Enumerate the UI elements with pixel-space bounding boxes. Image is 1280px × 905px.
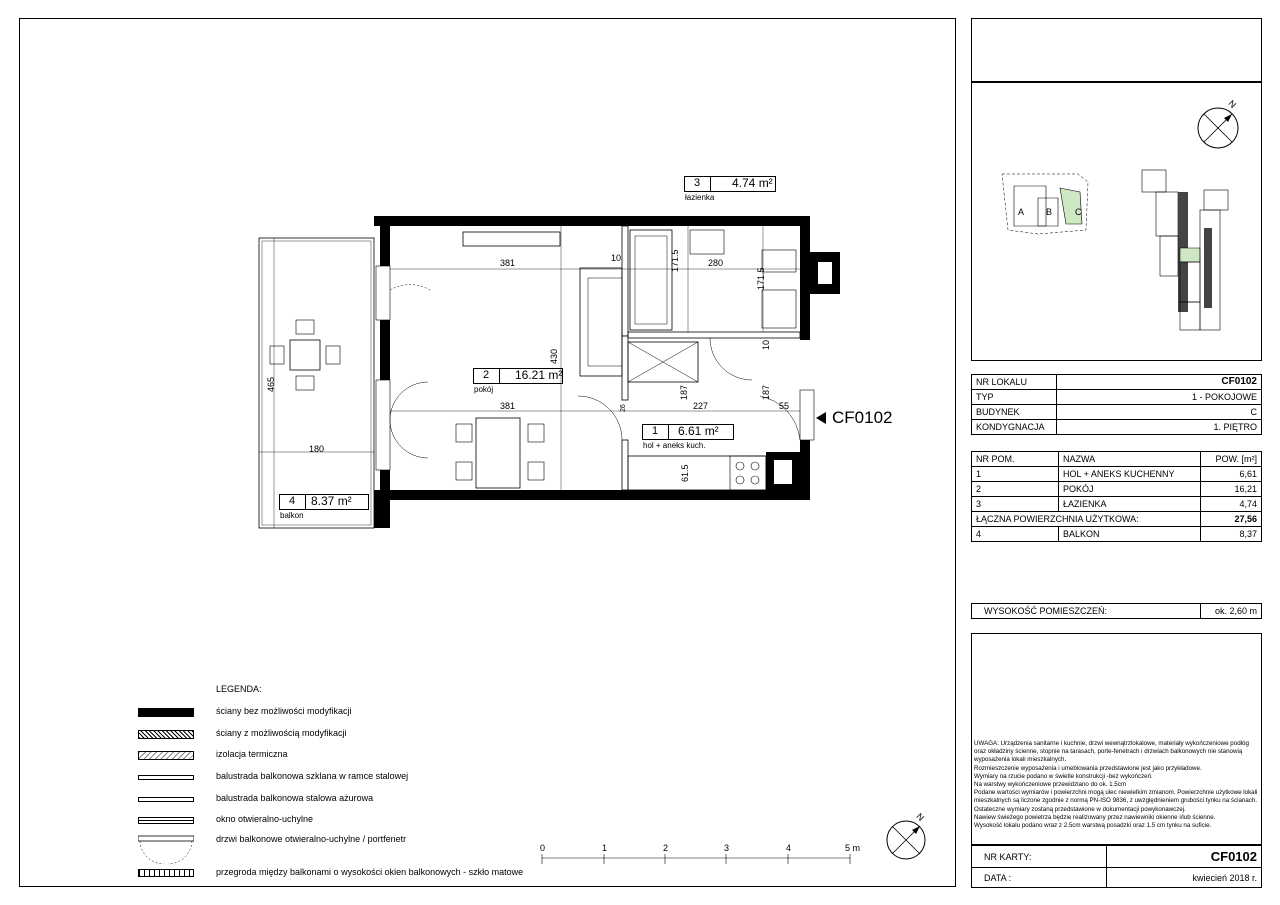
dim-381-top: 381 — [500, 258, 516, 268]
dim-430: 430 — [549, 348, 559, 364]
scale-tick: 1 — [602, 843, 608, 853]
dim-187-b: 187 — [761, 384, 771, 400]
scale-tick: 4 — [786, 843, 792, 853]
key-plan — [1138, 168, 1230, 336]
table-row: BUDYNEK C — [972, 405, 1262, 420]
site-building-c: C — [1075, 207, 1082, 217]
room-label-hall: 1 6.61 m² hol + aneks kuch. — [642, 424, 734, 450]
table-row: NR LOKALU CF0102 — [972, 375, 1262, 390]
note-line: oraz okładziny ścienne, stopnie na tarasach, porte-fenetrach i drzwiach balkonowych nie stanowią — [974, 748, 1243, 756]
rooms-table — [971, 451, 1262, 542]
table-row: 1 HOL + ANEKS KUCHENNY 6,61 — [972, 467, 1262, 482]
unit-info-table — [971, 374, 1262, 435]
site-building-a: A — [1018, 207, 1025, 217]
table-row: WYSOKOŚĆ POMIESZCZEŃ: ok. 2,60 m — [972, 604, 1262, 619]
note-line: Wysokość lokalu podano wraz z 2.5cm warstwą posadzki oraz 1.5 cm tynku na suficie. — [974, 822, 1212, 830]
table-row: TYP 1 - POKOJOWE — [972, 390, 1262, 405]
dim-10: 10 — [611, 253, 622, 263]
compass-icon — [882, 814, 932, 864]
glass-railing-icon — [138, 775, 194, 780]
dim-55: 55 — [779, 401, 790, 411]
scale-tick: 2 — [663, 843, 669, 853]
balcony-door-icon — [138, 834, 194, 864]
table-row: KONDYGNACJA 1. PIĘTRO — [972, 420, 1262, 435]
note-line: mieszkalnych są liczone zgodnie z normą PN-ISO 9836, z uwzględnieniem grubości tynku na ścianach. — [974, 797, 1258, 805]
note-line: Ostateczne wymiary zostaną przedstawione w dokumentacji powykonawczej. — [974, 805, 1186, 813]
unit-marker: CF0102 — [832, 408, 893, 427]
note-line: wyposażenia lokali mieszkalnych. — [974, 756, 1067, 764]
hatched-wall-icon — [138, 730, 194, 739]
table-header: NR POM. NAZWA POW. [m²] — [972, 452, 1262, 467]
note-line: Nawiew świeżego powietrza będzie realizowany przez nawiewniki okienne i/lub ścienne. — [974, 813, 1216, 821]
card-table — [971, 845, 1262, 888]
dim-180: 180 — [309, 444, 325, 454]
scale-tick: 3 — [724, 843, 730, 853]
note-line: Rozmieszczenie wyposażenia i umeblowania przedstawione jest jako przykładowe. — [974, 764, 1202, 772]
site-plan — [998, 168, 1094, 238]
room-label-room: 2 16.21 m² pokój — [474, 368, 563, 394]
dim-465: 465 — [266, 376, 276, 392]
dim-61-5: 61.5 — [680, 464, 690, 482]
note-line: UWAGA: Urządzenia sanitarne i kuchnie, drzwi wewnątrzlokalowe, materiały wykończeniowe podłóg — [974, 740, 1249, 747]
entry-arrow-icon — [816, 412, 826, 424]
table-row: 4 BALKON 8,37 — [972, 527, 1262, 542]
scale-tick: 0 — [540, 843, 546, 853]
scale-bar — [536, 854, 856, 866]
table-row: 2 POKÓJ 16,21 — [972, 482, 1262, 497]
window-icon — [138, 817, 194, 824]
dim-10-b: 10 — [761, 339, 771, 350]
table-row: NR KARTY: CF0102 — [972, 846, 1262, 868]
legend-title: LEGENDA: — [216, 684, 262, 694]
north-label: N — [1226, 98, 1239, 110]
north-label: N — [914, 811, 927, 823]
dim-280: 280 — [708, 258, 724, 268]
steel-railing-icon — [138, 797, 194, 802]
room-label-bathroom: 3 4.74 m² łazienka — [684, 176, 776, 202]
table-row: 3 ŁAZIENKA 4,74 — [972, 497, 1262, 512]
solid-wall-icon — [138, 708, 194, 717]
note-line: Podane wartości wymiarów i powierzchni mogą ulec niewielkim zmianom. Powierzchnie użytkowe lokali — [974, 789, 1258, 797]
floor-plan — [0, 0, 960, 560]
table-row: DATA : kwiecień 2018 r. — [972, 868, 1262, 888]
total-row: ŁĄCZNA POWIERZCHNIA UŻYTKOWA: 27,56 — [972, 512, 1262, 527]
compass-icon — [1194, 102, 1246, 154]
dim-26: 26 — [620, 404, 627, 412]
insulation-icon — [138, 751, 194, 760]
room-label-balcony: 4 8.37 m² balkon — [279, 494, 371, 520]
dim-227: 227 — [693, 401, 709, 411]
dim-171-5-a: 171.5 — [670, 249, 680, 272]
height-table — [971, 603, 1262, 619]
header-box — [971, 18, 1262, 82]
scale-tick: 5 m — [845, 843, 861, 853]
site-building-b: B — [1046, 207, 1053, 217]
partition-icon — [138, 869, 194, 877]
notes-text — [974, 740, 1260, 830]
dim-381-mid: 381 — [500, 401, 516, 411]
note-line: Na warstwy wykończeniowe przewidziano do ok. 1.5cm — [974, 781, 1127, 789]
note-line: Wymiary na rzucie podano w świetle konstrukcji -bez wykończeń. — [974, 772, 1153, 780]
dim-187-a: 187 — [679, 384, 689, 400]
dim-171-5-b: 171.5 — [756, 267, 766, 290]
